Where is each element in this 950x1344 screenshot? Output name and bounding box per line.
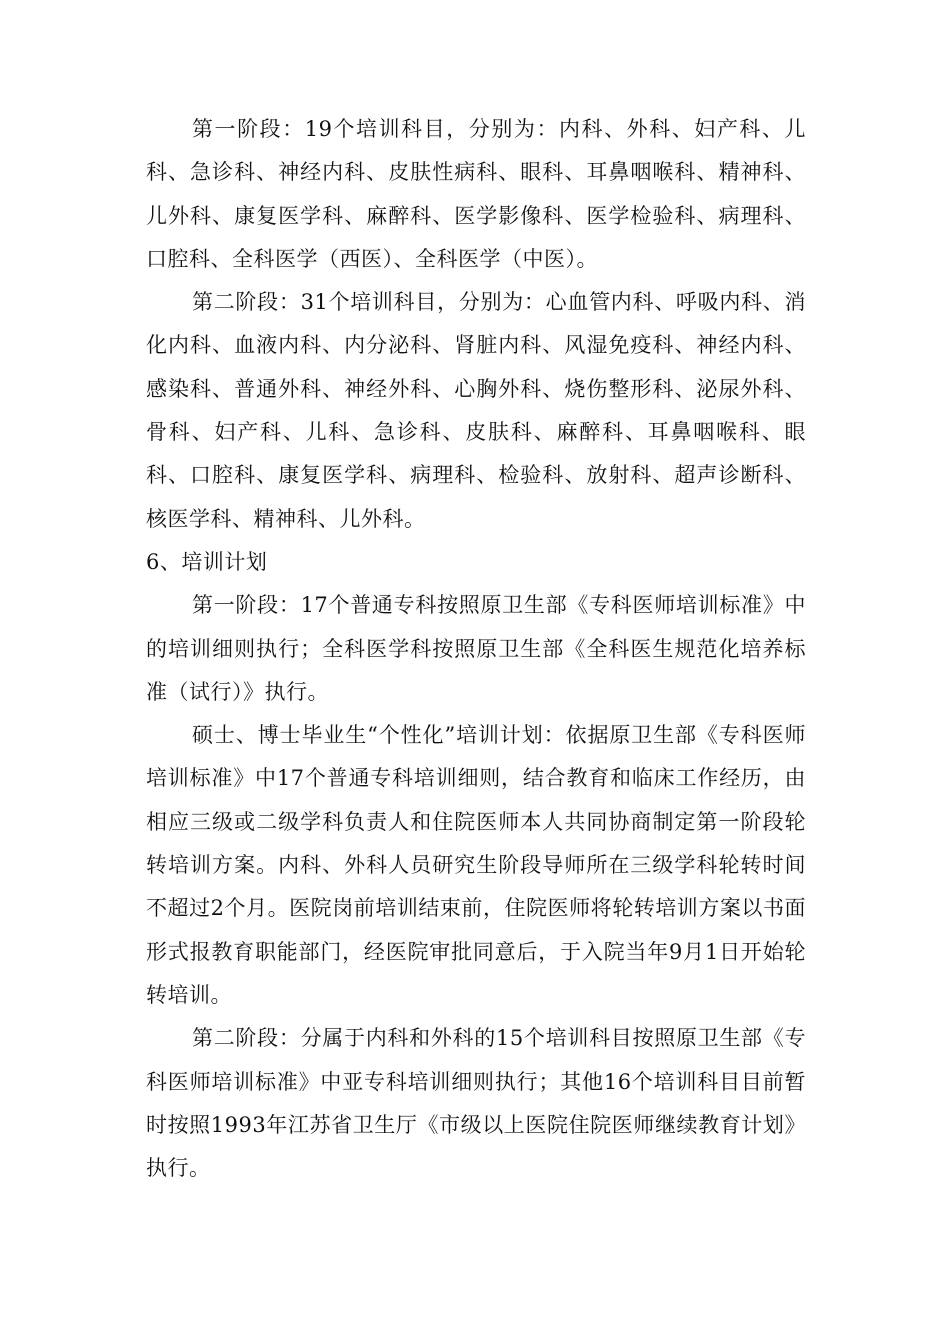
paragraph-stage-two-subjects: 第二阶段：31个培训科目，分别为：心血管内科、呼吸内科、消化内科、血液内科、内分泌科、肾脏内科、风湿免疫科、神经内科、感染科、普通外科、神经外科、心胸外科、烧伤整形科、泌尿外科、骨科、妇产科、儿科、急诊科、皮肤科、麻醉科、耳鼻咽喉科、眼科、口腔科、康复医学科、病理科、检验科、放射科、超声诊断科、核医学科、精神科、儿外科。 (146, 290, 806, 531)
paragraph-personalized-plan: 硕士、博士毕业生“个性化”培训计划：依据原卫生部《专科医师培训标准》中17个普通专科培训细则，结合教育和临床工作经历，由相应三级或二级学科负责人和住院医师本人共同协商制定第一阶段轮转培训方案。内科、外科人员研究生阶段导师所在三级学科轮转时间不超过2个月。医院岗前培训结束前，住院医师将轮转培训方案以书面形式报教育职能部门，经医院审批同意后，于入院当年9月1日开始轮转培训。 (146, 723, 806, 1007)
paragraph-stage-one-subjects: 第一阶段：19个培训科目，分别为：内科、外科、妇产科、儿科、急诊科、神经内科、皮肤性病科、眼科、耳鼻咽喉科、精神科、儿外科、康复医学科、麻醉科、医学影像科、医学检验科、病理科、口腔科、全科医学（西医）、全科医学（中医）。 (146, 117, 806, 271)
paragraph-stage-two-plan: 第二阶段：分属于内科和外科的15个培训科目按照原卫生部《专科医师培训标准》中亚专科培训细则执行；其他16个培训科目目前暂时按照1993年江苏省卫生厅《市级以上医院住院医师继续教育计划》执行。 (146, 1026, 806, 1181)
section-heading-training-plan: 6、培训计划 (146, 549, 268, 574)
document-page (146, 108, 806, 1190)
paragraph-stage-one-plan: 第一阶段：17个普通专科按照原卫生部《专科医师培训标准》中的培训细则执行；全科医学科按照原卫生部《全科医生规范化培养标准（试行）》执行。 (146, 593, 806, 704)
